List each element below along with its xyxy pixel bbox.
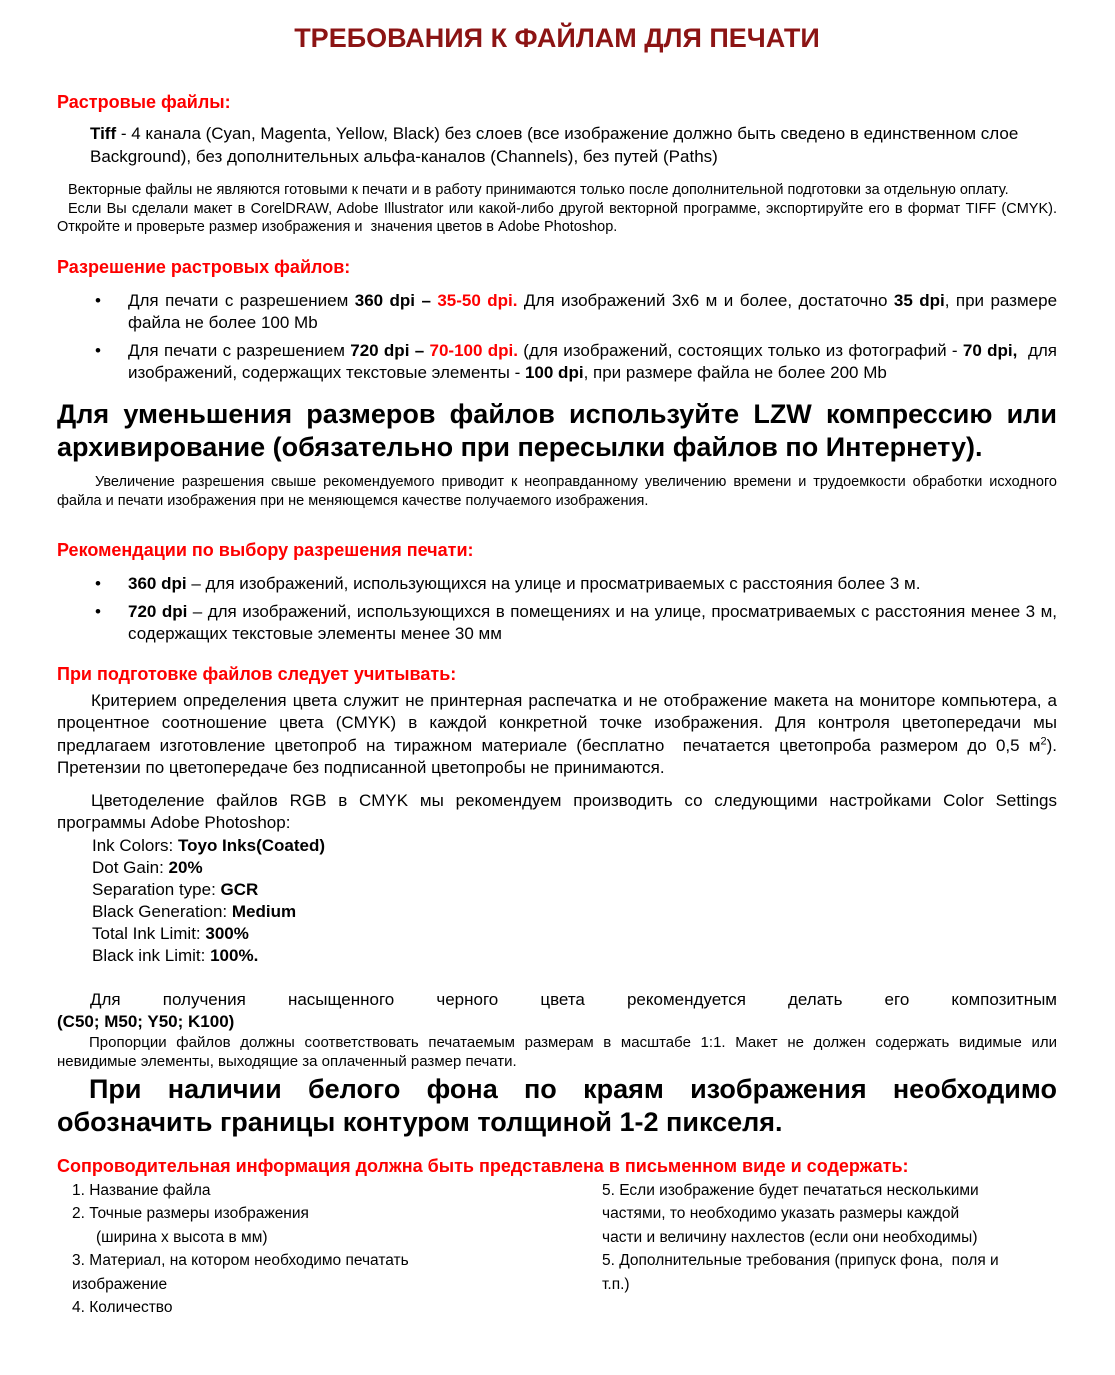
section-heading-recommendations: Рекомендации по выбору разрешения печати: xyxy=(57,539,474,560)
accompanying-right-column xyxy=(602,1179,1042,1320)
criteria-text-end: ). Претензии по цветопередаче без подписанной цветопробы не принимаются. xyxy=(57,735,1062,777)
setting-label: Dot Gain: xyxy=(92,857,169,877)
composite-black-values: (C50; M50; Y50; K100) xyxy=(57,1011,235,1031)
setting-ink-colors xyxy=(92,835,1057,857)
setting-label: Black Generation: xyxy=(92,901,232,921)
section-heading-accompanying-info: Сопроводительная информация должна быть представлена в письменном виде и содержать: xyxy=(57,1155,909,1176)
color-separation-intro: Цветоделение файлов RGB в CMYK мы рекомендуем производить со следующими настройками Color Settings программы Adobe Photoshop: xyxy=(57,790,1062,832)
list-item: 4. Количество xyxy=(72,1299,173,1316)
section-heading-preparation: При подготовке файлов следует учитывать: xyxy=(57,663,457,684)
bullet-text: – для изображений, использующихся в помещениях и на улице, просматриваемых с расстояния менее 3 м, содержащих текстовые элементы менее 30 мм xyxy=(128,601,1062,643)
setting-value: 300% xyxy=(205,923,249,943)
setting-value: 100%. xyxy=(210,945,259,965)
section-heading-resolution: Разрешение растровых файлов: xyxy=(57,256,351,277)
setting-total-ink-limit xyxy=(92,923,1057,945)
bullet-text: Для изображений 3х6 м и более, достаточно xyxy=(517,290,894,310)
bullet-bold-100dpi: 100 dpi xyxy=(524,362,584,382)
bullet-red-35-50dpi: 35-50 dpi. xyxy=(437,290,518,310)
vector-note-paragraph-1: Векторные файлы не являются готовыми к печати и в работу принимаются только после дополнительной подготовки за отдельную оплату. xyxy=(68,182,1009,198)
composite-black-paragraph xyxy=(57,989,1057,1033)
bullet-text: , при размере файла не более 200 Mb xyxy=(583,362,887,382)
list-item: 5. Если изображение будет печататься несколькими xyxy=(602,1181,979,1199)
bullet-text: для изображений, содержащих текстовые элементы - xyxy=(128,340,1062,382)
bullet-bold-720dpi: 720 dpi – xyxy=(350,340,430,360)
lzw-compression-heading xyxy=(57,398,1057,464)
color-criteria-paragraph xyxy=(57,690,1062,780)
bullet-bold-360dpi: 360 dpi – xyxy=(354,290,438,310)
list-item-continuation: части и величину нахлестов (если они необходимы) xyxy=(602,1228,978,1246)
recommendation-bullet-720 xyxy=(57,601,1062,645)
setting-label: Total Ink Limit: xyxy=(92,923,206,943)
bullet-text: Для печати с разрешением xyxy=(128,290,355,310)
setting-value: GCR xyxy=(220,879,259,899)
setting-label: Black ink Limit: xyxy=(92,945,211,965)
setting-dot-gain xyxy=(92,857,1057,879)
white-bg-heading-line-2: обозначить границы контуром толщиной 1-2 пикселя. xyxy=(57,1106,783,1137)
bullet-text: – для изображений, использующихся на улице и просматриваемых с расстояния более 3 м. xyxy=(186,573,921,593)
list-item-continuation: т.п.) xyxy=(602,1275,630,1293)
tiff-description: - 4 канала (Cyan, Magenta, Yellow, Black) без слоев (все изображение должно быть сведено в единственном слое Background), без дополнительных альфа-каналов (Channels), без путей (Paths) xyxy=(90,124,1024,166)
setting-label: Separation type: xyxy=(92,879,221,899)
section-heading-raster-files: Растровые файлы: xyxy=(57,92,231,112)
resolution-increase-note: Увеличение разрешения свыше рекомендуемого приводит к неоправданному увеличению времени и трудоемкости обработки исходного файла и печати изображения при не меняющемся качестве получаемого изображения. xyxy=(57,473,1062,509)
white-bg-heading-line-1: При наличии белого фона по краям изображения необходимо xyxy=(89,1073,1057,1104)
setting-black-ink-limit xyxy=(92,945,1057,967)
bullet-red-70-100dpi: 70-100 dpi. xyxy=(429,340,518,360)
setting-black-generation xyxy=(92,901,1057,923)
superscript-2: 2 xyxy=(1040,734,1047,747)
setting-value: 20% xyxy=(168,857,203,877)
bullet-bold-35dpi: 35 dpi xyxy=(893,290,945,310)
bullet-bold-360dpi: 360 dpi xyxy=(128,573,187,593)
bullet-text: Для печати с разрешением xyxy=(128,340,351,360)
setting-value: Toyo Inks(Coated) xyxy=(177,835,326,855)
accompanying-info-columns xyxy=(57,1179,1057,1320)
bullet-text: (для изображений, состоящих только из фотографий - xyxy=(517,340,963,360)
bullet-text: , при размере файла не более 100 Mb xyxy=(128,290,1062,332)
recommendation-bullet-360 xyxy=(57,573,1057,595)
page-title: ТРЕБОВАНИЯ К ФАЙЛАМ ДЛЯ ПЕЧАТИ xyxy=(294,23,820,53)
photoshop-settings-list xyxy=(57,835,1057,967)
resolution-bullet-720 xyxy=(57,340,1062,384)
list-item: 2. Точные размеры изображения xyxy=(72,1205,309,1222)
tiff-term: Tiff xyxy=(90,124,117,143)
tiff-paragraph xyxy=(57,122,1057,168)
composite-black-text: Для получения насыщенного черного цвета рекомендуется делать его композитным xyxy=(90,989,1057,1009)
lzw-heading-line-1: Для уменьшения размеров файлов используйте LZW компрессию или xyxy=(57,398,1057,429)
lzw-heading-line-2: архивирование (обязательно при пересылки файлов по Интернету). xyxy=(57,431,983,462)
vector-files-note xyxy=(57,181,1062,237)
list-item: 3. Материал, на котором необходимо печатать xyxy=(72,1252,409,1269)
list-item: 1. Название файла xyxy=(72,1181,211,1199)
list-item-continuation: частями, то необходимо указать размеры каждой xyxy=(602,1205,960,1222)
bullet-bold-720dpi: 720 dpi xyxy=(128,601,188,621)
setting-separation-type xyxy=(92,879,1057,901)
bullet-bold-70dpi: 70 dpi, xyxy=(962,340,1018,360)
resolution-bullet-list xyxy=(57,290,1062,384)
vector-note-paragraph-2: Если Вы сделали макет в CorelDRAW, Adobe Illustrator или какой-либо другой векторной программе, экспортируйте его в формат TIFF (CMYK). Откройте и проверьте размер изображения и значения цветов в Adobe Photoshop. xyxy=(57,200,1062,235)
list-item-continuation: (ширина х высота в мм) xyxy=(96,1228,268,1246)
list-item-continuation: изображение xyxy=(72,1275,168,1293)
white-background-heading xyxy=(57,1073,1057,1139)
criteria-text: Критерием определения цвета служит не принтерная распечатка и не отображение макета на мониторе компьютера, а процентное соотношение цвета (CMYK) в каждой конкретной точке изображения. Для контроля цветопередачи мы предлагаем изготовление цветопроб на тиражном материале (бесплатно печатается цветопроба размером до 0,5 м xyxy=(57,690,1062,755)
resolution-bullet-360 xyxy=(57,290,1062,334)
recommendations-bullet-list xyxy=(57,573,1062,645)
setting-value: Medium xyxy=(231,901,297,921)
list-item: 5. Дополнительные требования (припуск фона, поля и xyxy=(602,1252,999,1269)
proportions-paragraph: Пропорции файлов должны соответствовать печатаемым размерам в масштабе 1:1. Макет не должен содержать видимые или невидимые элементы, выходящие за оплаченный размер печати. xyxy=(57,1033,1062,1070)
accompanying-left-column xyxy=(57,1179,602,1320)
setting-label: Ink Colors: xyxy=(92,835,178,855)
